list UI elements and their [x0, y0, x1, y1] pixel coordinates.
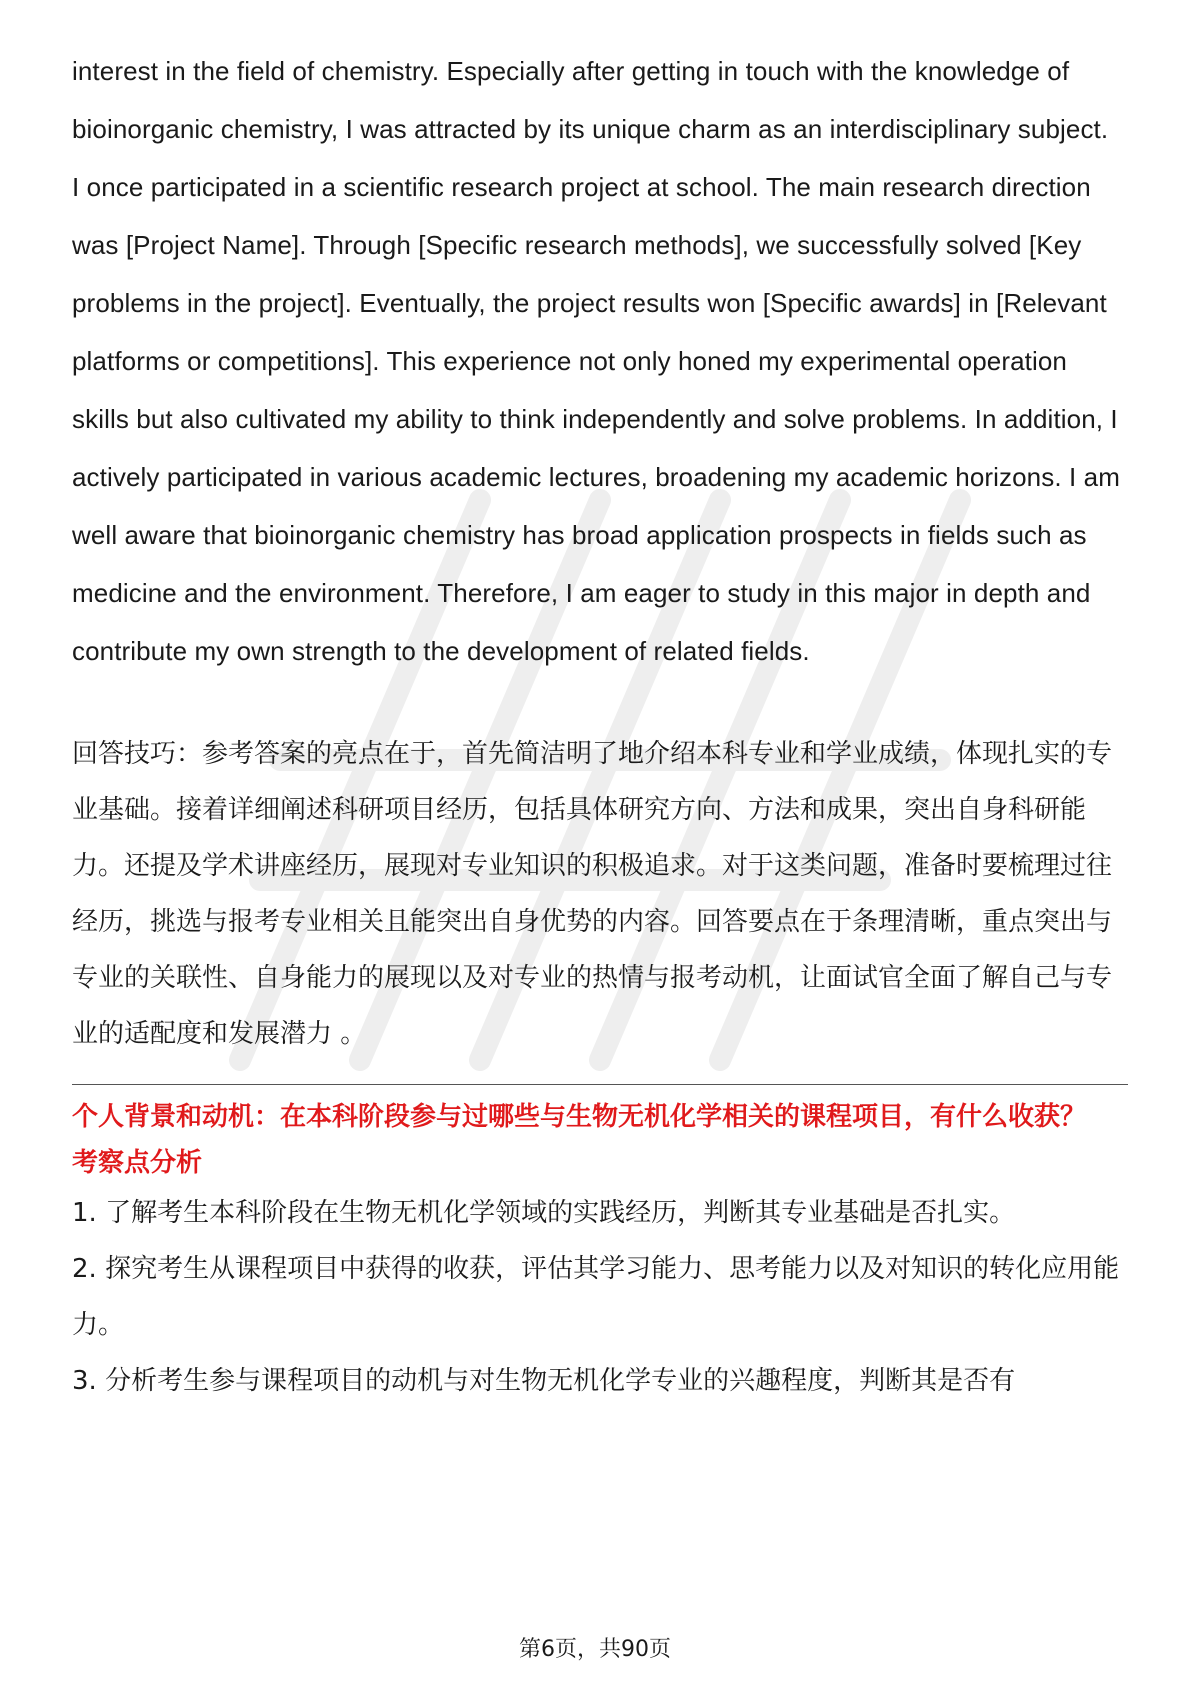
body-paragraph-2: I once participated in a scientific research project at school. The main research direction was [Project Name]. Through [Specific research methods], we successfully solved [Key problems in the project]. Eventually, the project results won [Specific awards] in [Relevant platforms or competitions]. This experience not only honed my experimental operation skills but also cultivated my ability to think independently and solve problems. In addition, I actively participated in various academic lectures, broadening my academic horizons. I am well aware that bioinorganic chemistry has broad application prospects in fields such as medicine and the environment. Therefore, I am eager to study in this major in depth and contribute my own strength to the development of related fields.: [72, 172, 1120, 666]
page-content: [72, 42, 1128, 1409]
analysis-point-1: 1. 了解考生本科阶段在生物无机化学领域的实践经历，判断其专业基础是否扎实。: [72, 1198, 1016, 1228]
paragraph-spacer: [72, 680, 1128, 726]
question-heading: 个人背景和动机：在本科阶段参与过哪些与生物无机化学相关的课程项目，有什么收获？: [72, 1102, 1087, 1132]
answer-tips: 回答技巧：参考答案的亮点在于，首先简洁明了地介绍本科专业和学业成绩，体现扎实的专业基础。接着详细阐述科研项目经历，包括具体研究方向、方法和成果，突出自身科研能力。还提及学术讲座经历，展现对专业知识的积极追求。对于这类问题，准备时要梳理过往经历，挑选与报考专业相关且能突出自身优势的内容。回答要点在于条理清晰，重点突出与专业的关联性、自身能力的展现以及对专业的热情与报考动机，让面试官全面了解自己与专业的适配度和发展潜力 。: [72, 739, 1113, 1049]
analysis-point-3: 3. 分析考生参与课程项目的动机与对生物无机化学专业的兴趣程度，判断其是否有: [72, 1366, 1016, 1396]
body-paragraph-1: interest in the field of chemistry. Especially after getting in touch with the knowledge of bioinorganic chemistry, I was attracted by its unique charm as an interdisciplinary subject.: [72, 56, 1109, 144]
section-divider: [72, 1084, 1128, 1085]
analysis-point-2: 2. 探究考生从课程项目中获得的收获，评估其学习能力、思考能力以及对知识的转化应用能力。: [72, 1254, 1120, 1340]
analysis-title: 考察点分析: [72, 1148, 203, 1178]
page-footer: 第6页，共90页: [519, 1637, 671, 1662]
